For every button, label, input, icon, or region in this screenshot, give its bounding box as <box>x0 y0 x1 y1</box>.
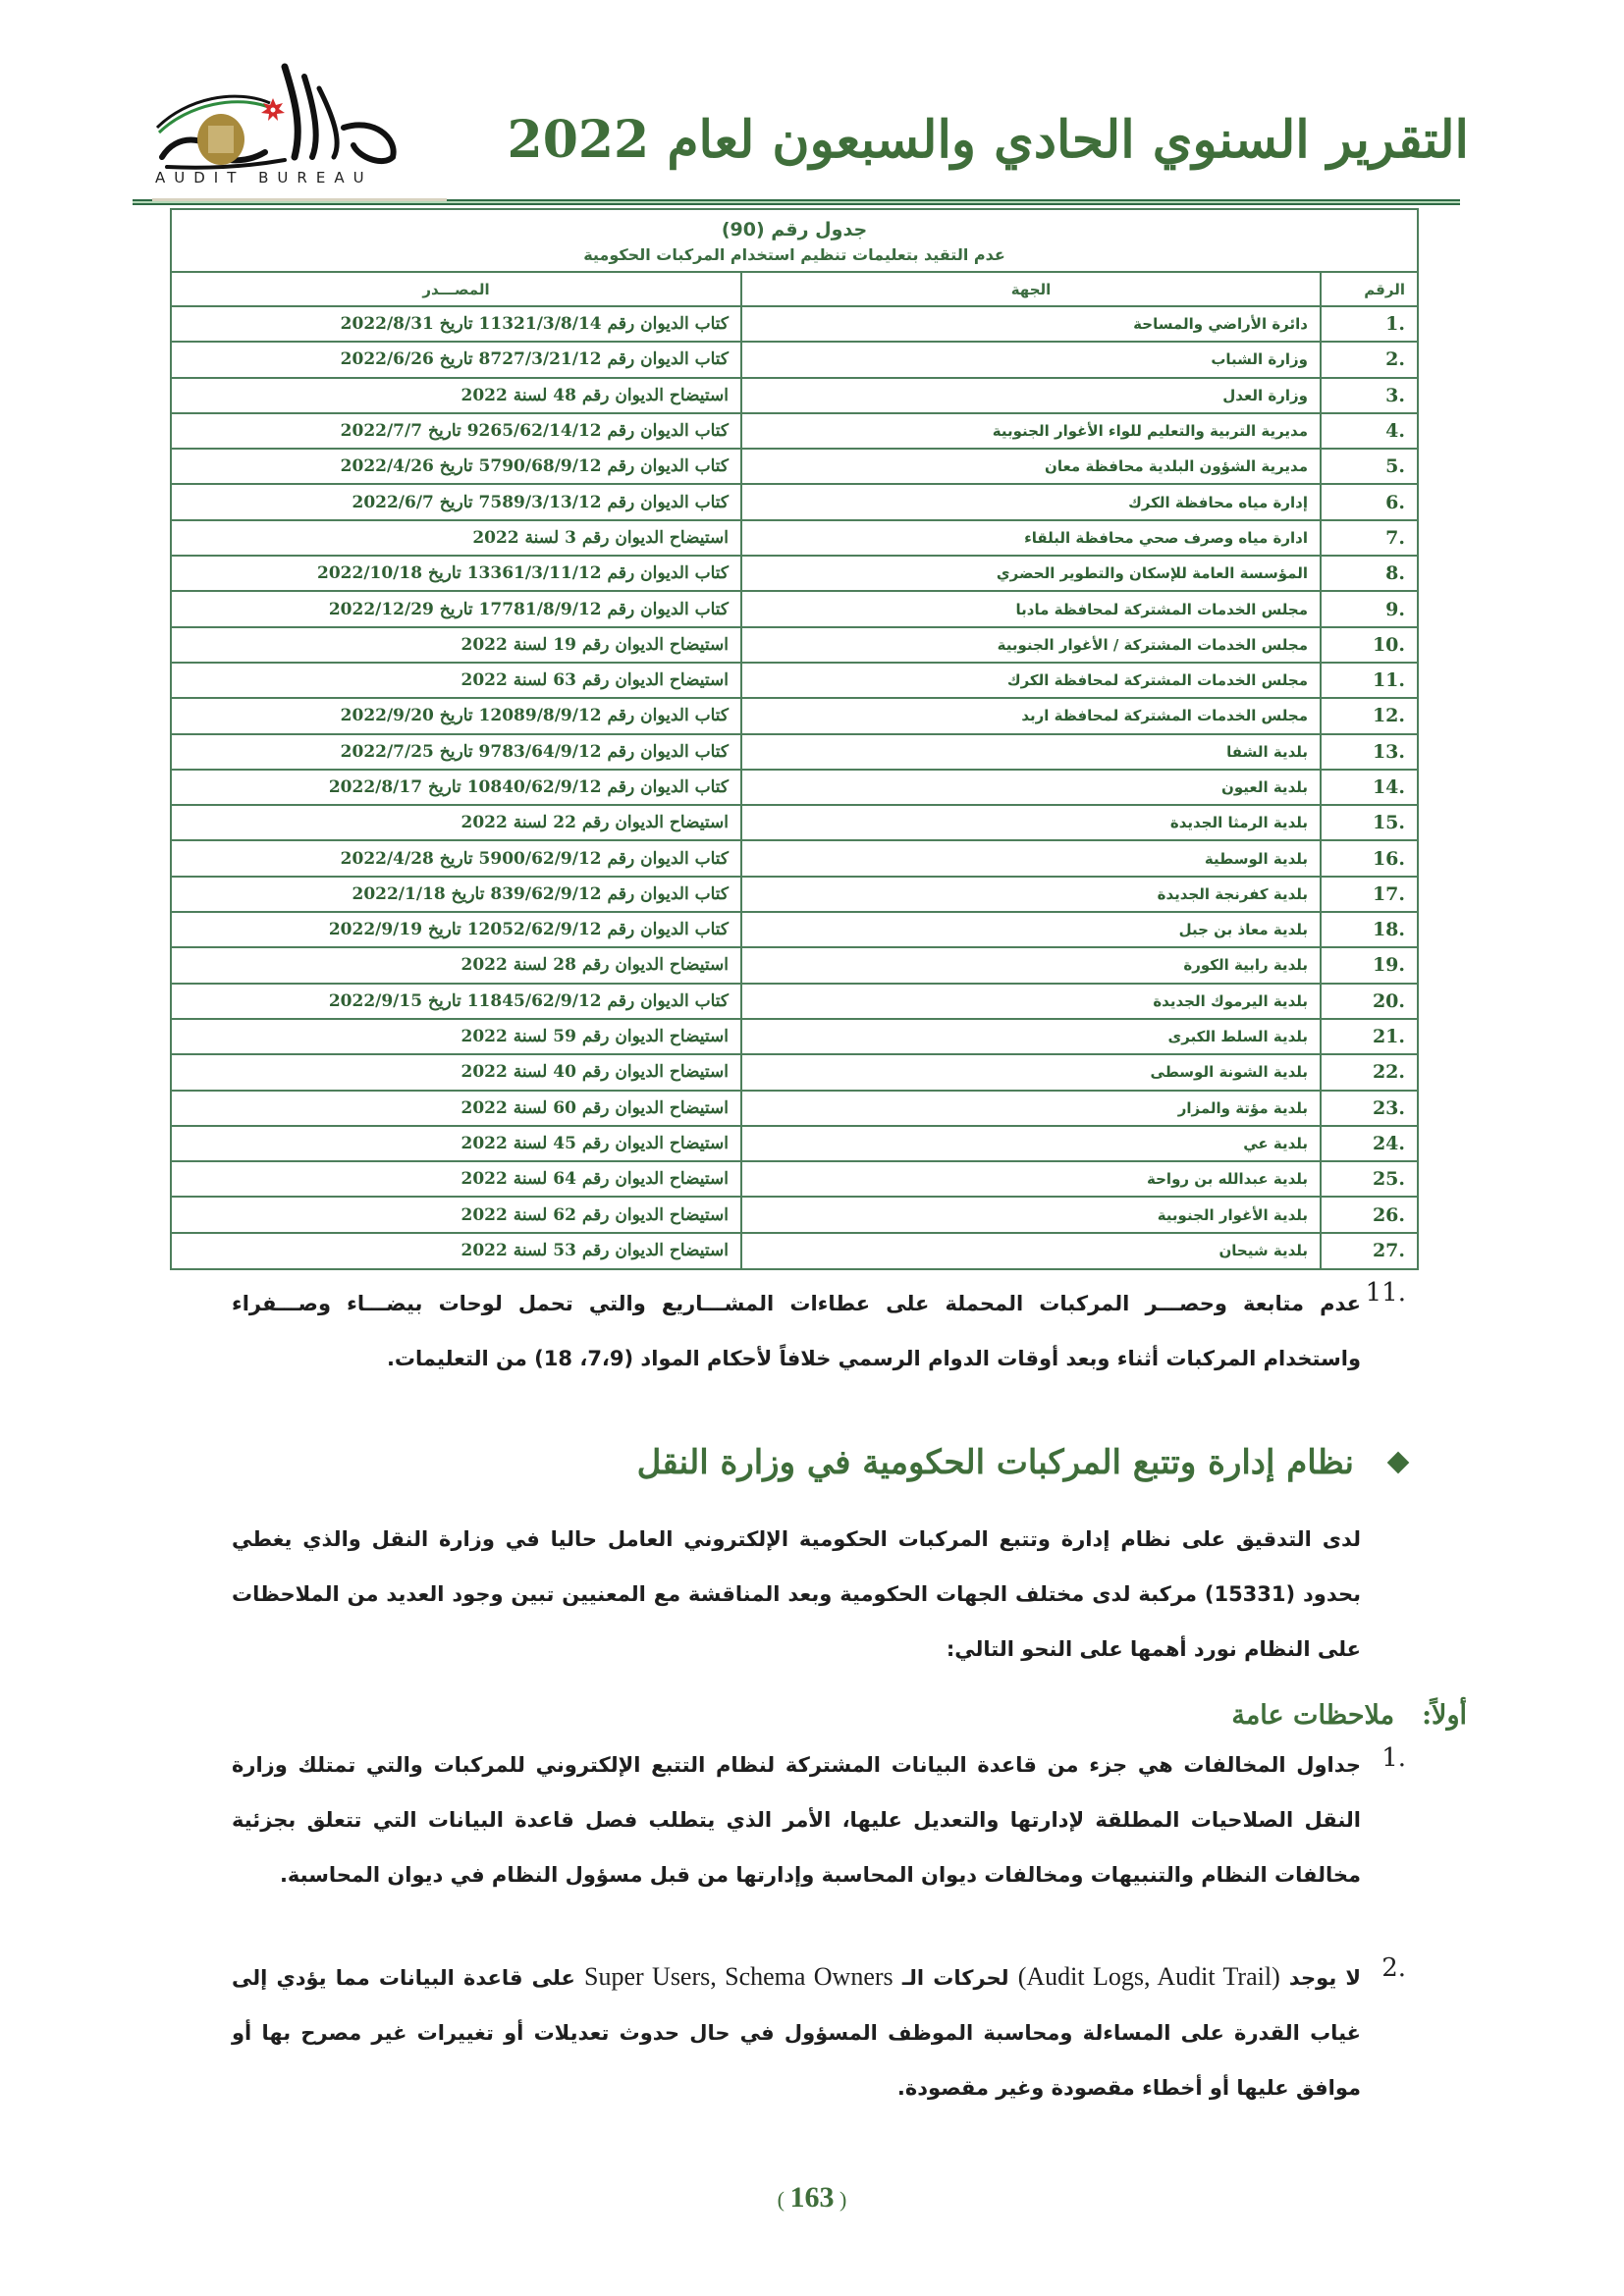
header-divider-accent <box>152 198 447 201</box>
row-source <box>172 1197 741 1232</box>
row-source-text: استيضاح الديوان رقم 62 لسنة 2022 <box>460 1204 729 1225</box>
table-row <box>172 663 1417 698</box>
row-source-text: استيضاح الديوان رقم 19 لسنة 2022 <box>460 634 729 655</box>
column-header-number: الرقم <box>1321 273 1417 306</box>
table-row <box>172 627 1417 663</box>
general-notes-title: ملاحظات عامة <box>1231 1700 1395 1731</box>
row-entity: بلدية السلط الكبرى <box>741 1019 1321 1054</box>
row-number: 12. <box>1321 698 1417 733</box>
row-source-text: كتاب الديوان رقم 12089/8/9/12 تاريخ 2022/9/20 <box>340 706 729 726</box>
row-entity: بلدية الشفا <box>741 734 1321 770</box>
row-entity: بلدية الشونة الوسطى <box>741 1054 1321 1090</box>
row-source <box>172 1054 741 1090</box>
row-source <box>172 770 741 805</box>
row-source-text: كتاب الديوان رقم 11321/3/8/14 تاريخ 2022/8/31 <box>340 314 729 335</box>
page-number: ( 163 ) <box>777 2181 847 2214</box>
report-title: التقرير السنوي الحادي والسبعون لعام 2022 <box>507 110 1469 170</box>
row-entity: بلدية الرمثا الجديدة <box>741 805 1321 840</box>
row-entity: دائرة الأراضي والمساحة <box>741 306 1321 342</box>
row-entity: بلدية الأغوار الجنوبية <box>741 1197 1321 1232</box>
row-source-text: كتاب الديوان رقم 5790/68/9/12 تاريخ 2022/4/26 <box>340 456 729 477</box>
section-heading: نظام إدارة وتتبع المركبات الحكومية في وزارة النقل <box>636 1443 1354 1482</box>
row-number: 17. <box>1321 877 1417 912</box>
row-entity: مديرية التربية والتعليم للواء الأغوار الجنوبية <box>741 413 1321 449</box>
row-number: 27. <box>1321 1233 1417 1268</box>
row-number: 5. <box>1321 449 1417 484</box>
row-source <box>172 734 741 770</box>
finding-number: 11. <box>1365 1278 1406 1308</box>
row-number: 4. <box>1321 413 1417 449</box>
row-source-text: كتاب الديوان رقم 839/62/9/12 تاريخ 2022/1/18 <box>352 883 729 904</box>
row-source <box>172 805 741 840</box>
row-number: 2. <box>1321 342 1417 377</box>
row-number: 6. <box>1321 484 1417 519</box>
note-2-prefix: لا يوجد <box>1288 1966 1362 1990</box>
row-number: 16. <box>1321 840 1417 876</box>
row-number: 3. <box>1321 378 1417 413</box>
row-entity: بلدية رابية الكورة <box>741 947 1321 983</box>
row-source <box>172 840 741 876</box>
row-entity: مجلس الخدمات المشتركة / الأغوار الجنوبية <box>741 627 1321 663</box>
column-header-entity: الجهة <box>741 273 1321 306</box>
row-entity: إدارة مياه محافظة الكرك <box>741 484 1321 519</box>
row-entity: بلدية اليرموك الجديدة <box>741 984 1321 1019</box>
row-source <box>172 1126 741 1161</box>
row-source-text: استيضاح الديوان رقم 22 لسنة 2022 <box>460 813 729 833</box>
row-entity: بلدية مؤتة والمزار <box>741 1091 1321 1126</box>
table-row <box>172 984 1417 1019</box>
row-number: 1. <box>1321 306 1417 342</box>
note-2-latin-super-users: Super Users, Schema Owners <box>584 1962 893 1991</box>
note-2-latin-audit-logs: (Audit Logs, Audit Trail) <box>1017 1962 1280 1991</box>
row-source-text: كتاب الديوان رقم 11845/62/9/12 تاريخ 2022/9/15 <box>328 990 729 1011</box>
table-row <box>172 947 1417 983</box>
row-number: 11. <box>1321 663 1417 698</box>
note-1-text: جداول المخالفات هي جزء من قاعدة البيانات المشتركة لنظام التتبع الإلكتروني للمركبات والتي تمتلك وزارة النقل الصلاحيات المطلقة لإدارتها والتعديل عليها، الأمر الذي يتطلب فصل قاعدة البيانات التي تتعلق بجزئية مخالفات النظام والتنبيهات ومخالفات ديوان المحاسبة وإدارتها من قبل مسؤول النظام في ديوان المحاسبة. <box>232 1753 1361 1887</box>
row-entity: وزارة العدل <box>741 378 1321 413</box>
column-header-source: المصـــدر <box>172 273 741 306</box>
row-source <box>172 520 741 556</box>
row-entity: بلدية عبدالله بن رواحة <box>741 1161 1321 1197</box>
table-row <box>172 342 1417 377</box>
row-entity: بلدية العيون <box>741 770 1321 805</box>
row-entity: مجلس الخدمات المشتركة لمحافظة الكرك <box>741 663 1321 698</box>
page-header <box>0 0 1624 201</box>
row-entity: بلدية شيحان <box>741 1233 1321 1268</box>
row-source-text: كتاب الديوان رقم 12052/62/9/12 تاريخ 2022/9/19 <box>328 920 729 940</box>
row-source-text: استيضاح الديوان رقم 53 لسنة 2022 <box>460 1241 729 1261</box>
table-row <box>172 770 1417 805</box>
row-source <box>172 984 741 1019</box>
row-source <box>172 413 741 449</box>
table-header-row <box>172 273 1417 306</box>
row-number: 21. <box>1321 1019 1417 1054</box>
row-entity: بلدية كفرنجة الجديدة <box>741 877 1321 912</box>
table-number: جدول رقم (90) <box>721 219 868 240</box>
row-source-text: استيضاح الديوان رقم 40 لسنة 2022 <box>460 1062 729 1083</box>
row-source-text: استيضاح الديوان رقم 3 لسنة 2022 <box>472 527 729 548</box>
table-90 <box>170 208 1419 1270</box>
audit-bureau-logo <box>147 59 422 191</box>
row-number: 9. <box>1321 591 1417 626</box>
table-row <box>172 1126 1417 1161</box>
row-source <box>172 484 741 519</box>
row-source-text: استيضاح الديوان رقم 45 لسنة 2022 <box>460 1133 729 1153</box>
table-row <box>172 698 1417 733</box>
table-row <box>172 1233 1417 1268</box>
note-2-mid: لحركات الـ <box>901 1966 1009 1990</box>
row-entity: المؤسسة العامة للإسكان والتطوير الحضري <box>741 556 1321 591</box>
table-row <box>172 1091 1417 1126</box>
row-source <box>172 591 741 626</box>
general-notes-heading <box>1231 1700 1467 1731</box>
row-source-text: استيضاح الديوان رقم 60 لسنة 2022 <box>460 1097 729 1118</box>
row-number: 18. <box>1321 912 1417 947</box>
row-source <box>172 877 741 912</box>
row-source-text: كتاب الديوان رقم 8727/3/21/12 تاريخ 2022/6/26 <box>340 349 729 370</box>
row-source-text: استيضاح الديوان رقم 59 لسنة 2022 <box>460 1027 729 1047</box>
table-row <box>172 877 1417 912</box>
table-title: عدم التقيد بتعليمات تنظيم استخدام المركبات الحكومية <box>583 245 1005 264</box>
row-source-text: كتاب الديوان رقم 7589/3/13/12 تاريخ 2022/6/7 <box>352 492 729 512</box>
table-row <box>172 556 1417 591</box>
table-row <box>172 413 1417 449</box>
table-row <box>172 520 1417 556</box>
row-entity: ادارة مياه وصرف صحي محافظة البلقاء <box>741 520 1321 556</box>
row-source-text: استيضاح الديوان رقم 64 لسنة 2022 <box>460 1169 729 1190</box>
row-source <box>172 1091 741 1126</box>
row-source <box>172 306 741 342</box>
note-2-suffix: على قاعدة البيانات مما يؤدي إلى غياب القدرة على المساءلة ومحاسبة الموظف المسؤول في حال حدوث تعديلات أو تغييرات غير مصرح بها أو موافق عليها أو أخطاء مقصودة وغير مقصودة. <box>232 1966 1361 2100</box>
row-entity: بلدية الوسطية <box>741 840 1321 876</box>
row-source-text: كتاب الديوان رقم 9783/64/9/12 تاريخ 2022/7/25 <box>340 741 729 762</box>
table-row <box>172 805 1417 840</box>
finding-11-text: عدم متابعة وحصـــر المركبات المحملة على عطاءات المشـــاريع والتي تحمل لوحات بيضـــاء وصـــفراء واستخدام المركبات أثناء وبعد أوقات الدوام الرسمي خلافاً لأحكام المواد (7،9، 18) من التعليمات. <box>232 1292 1361 1370</box>
row-number: 10. <box>1321 627 1417 663</box>
note-2-text <box>232 1949 1361 2115</box>
row-source <box>172 342 741 377</box>
row-number: 26. <box>1321 1197 1417 1232</box>
logo-caption: AUDIT BUREAU <box>155 169 373 187</box>
row-number: 13. <box>1321 734 1417 770</box>
table-row <box>172 449 1417 484</box>
row-source <box>172 449 741 484</box>
row-number: 20. <box>1321 984 1417 1019</box>
table-row <box>172 840 1417 876</box>
section-intro: لدى التدقيق على نظام إدارة وتتبع المركبات الحكومية الإلكتروني العامل حاليا في وزارة النقل والذي يغطي بحدود (15331) مركبة لدى مختلف الجهات الحكومية وبعد المناقشة مع المعنيين تبين وجود العديد من الملاحظات على النظام نورد أهمها على النحو التالي: <box>232 1527 1361 1661</box>
table-row <box>172 306 1417 342</box>
row-source-text: كتاب الديوان رقم 9265/62/14/12 تاريخ 2022/7/7 <box>340 421 729 442</box>
note-1-number: 1. <box>1381 1743 1406 1773</box>
row-entity: مجلس الخدمات المشتركة لمحافظة اربد <box>741 698 1321 733</box>
row-number: 24. <box>1321 1126 1417 1161</box>
row-entity: وزارة الشباب <box>741 342 1321 377</box>
note-2-number: 2. <box>1381 1953 1406 1983</box>
row-source <box>172 1161 741 1197</box>
vehicle-violations-table <box>172 273 1417 1268</box>
row-number: 7. <box>1321 520 1417 556</box>
row-number: 15. <box>1321 805 1417 840</box>
row-source-text: كتاب الديوان رقم 17781/8/9/12 تاريخ 2022/12/29 <box>328 599 729 619</box>
row-source <box>172 556 741 591</box>
row-source <box>172 947 741 983</box>
row-source <box>172 912 741 947</box>
general-notes-ordinal: أولاً: <box>1422 1700 1467 1731</box>
audit-bureau-emblem-icon <box>147 59 422 172</box>
row-source-text: استيضاح الديوان رقم 48 لسنة 2022 <box>460 385 729 405</box>
row-source-text: كتاب الديوان رقم 10840/62/9/12 تاريخ 2022/8/17 <box>328 777 729 797</box>
table-row <box>172 1197 1417 1232</box>
row-source-text: استيضاح الديوان رقم 63 لسنة 2022 <box>460 670 729 691</box>
table-row <box>172 591 1417 626</box>
row-source-text: كتاب الديوان رقم 13361/3/11/12 تاريخ 2022/10/18 <box>317 563 729 584</box>
table-row <box>172 1054 1417 1090</box>
table-row <box>172 734 1417 770</box>
row-entity: بلدية عي <box>741 1126 1321 1161</box>
row-source-text: استيضاح الديوان رقم 28 لسنة 2022 <box>460 955 729 976</box>
table-row <box>172 1019 1417 1054</box>
table-row <box>172 378 1417 413</box>
row-entity: مجلس الخدمات المشتركة لمحافظة مادبا <box>741 591 1321 626</box>
row-source <box>172 1019 741 1054</box>
row-source-text: كتاب الديوان رقم 5900/62/9/12 تاريخ 2022/4/28 <box>340 848 729 869</box>
row-entity: بلدية معاذ بن جبل <box>741 912 1321 947</box>
row-source <box>172 663 741 698</box>
row-number: 23. <box>1321 1091 1417 1126</box>
row-source <box>172 1233 741 1268</box>
table-row <box>172 484 1417 519</box>
row-number: 8. <box>1321 556 1417 591</box>
row-number: 22. <box>1321 1054 1417 1090</box>
row-entity: مديرية الشؤون البلدية محافظة معان <box>741 449 1321 484</box>
page-number-value: 163 <box>789 2181 835 2214</box>
row-number: 14. <box>1321 770 1417 805</box>
row-number: 19. <box>1321 947 1417 983</box>
row-source <box>172 378 741 413</box>
table-caption <box>172 210 1417 273</box>
diamond-bullet-icon <box>1387 1452 1410 1474</box>
row-number: 25. <box>1321 1161 1417 1197</box>
row-source <box>172 627 741 663</box>
table-body <box>172 306 1417 1268</box>
row-source <box>172 698 741 733</box>
table-row <box>172 1161 1417 1197</box>
table-row <box>172 912 1417 947</box>
